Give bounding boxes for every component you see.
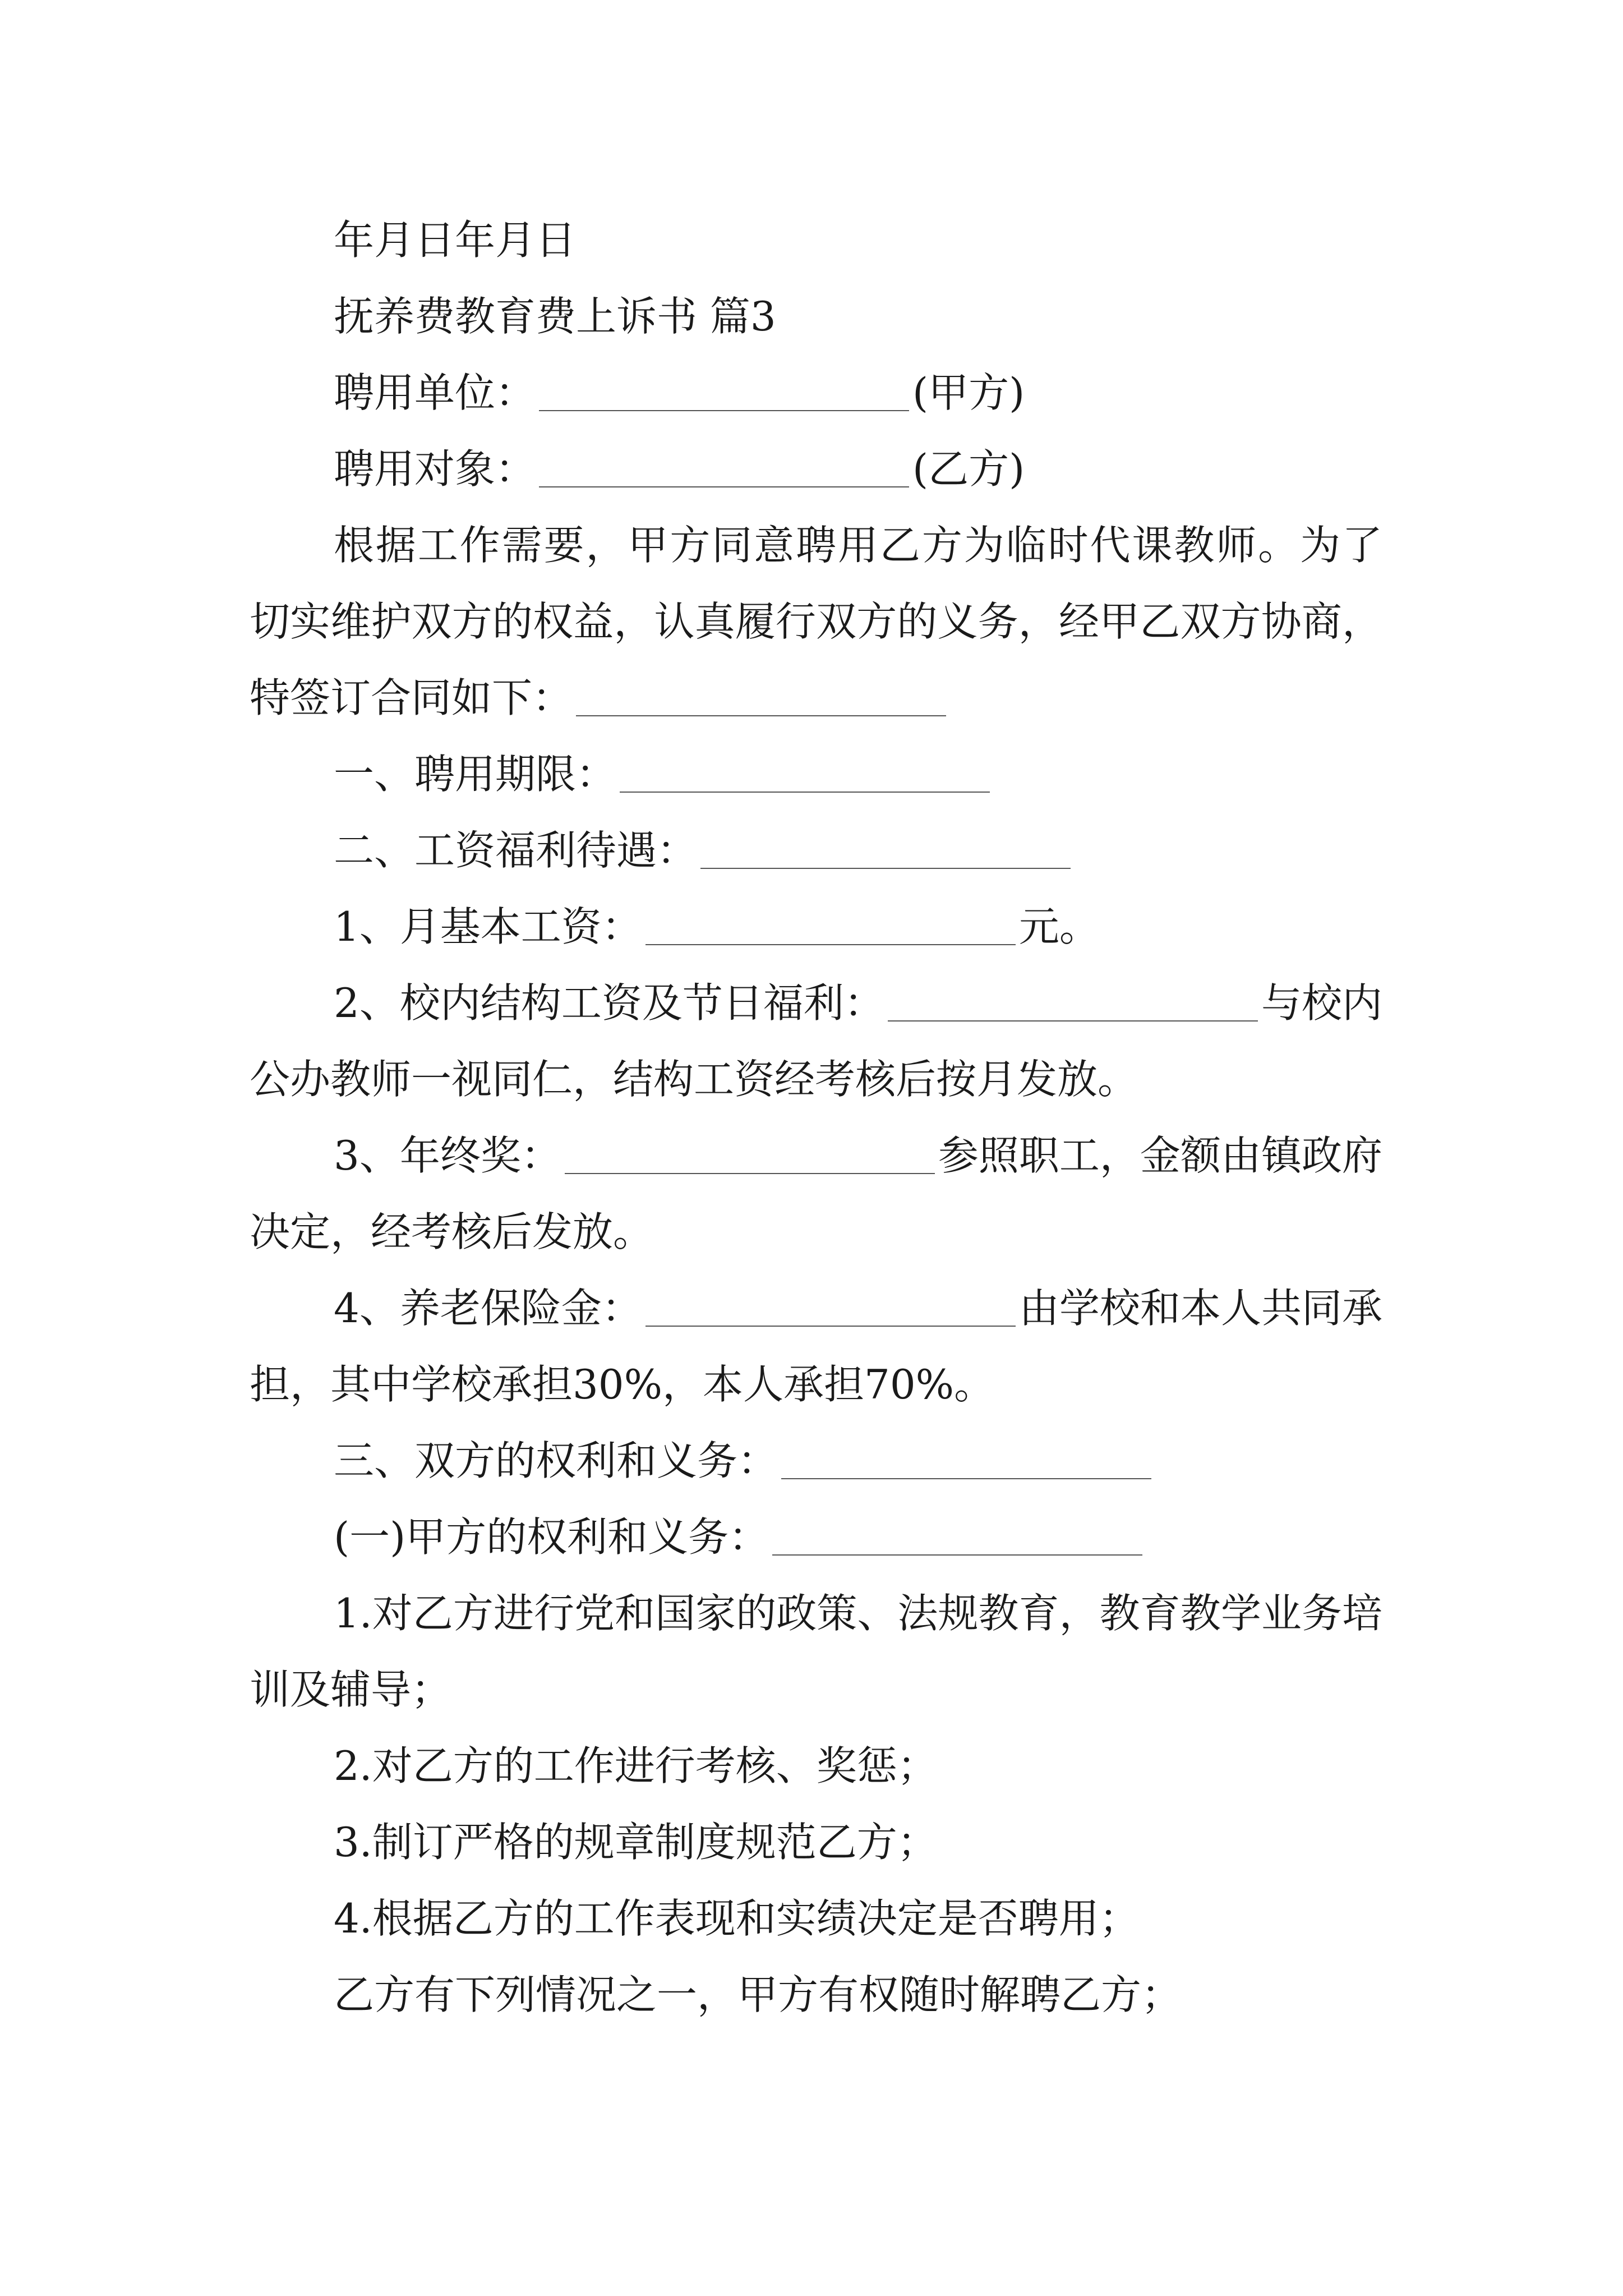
paragraph-rights-heading: 三、双方的权利和义务：	[250, 1423, 1382, 1499]
paragraph-employer: 聘用单位： (甲方)	[334, 369, 1025, 416]
paragraph-date-line: 年月日年月日	[334, 217, 577, 264]
paragraph-base-salary: 1、月基本工资： 元。	[334, 903, 1100, 950]
paragraph-year-end-bonus: 3、年终奖： 参照职工，金额由镇政府决定，经考核后发放。	[250, 1132, 1382, 1255]
blank-line	[576, 675, 946, 716]
blank-line	[772, 1514, 1142, 1556]
paragraph-item-3: 3.制订严格的规章制度规范乙方；	[334, 1819, 938, 1866]
paragraph-dismissal: 乙方有下列情况之一，甲方有权随时解聘乙方；	[334, 1971, 1182, 2018]
blank-line	[645, 904, 1016, 945]
blank-line	[539, 370, 909, 411]
blank-line	[645, 1285, 1016, 1327]
document-body	[250, 202, 1382, 2033]
paragraph-employee: 聘用对象： (乙方)	[334, 445, 1025, 493]
blank-line	[781, 1438, 1151, 1479]
paragraph-item-2: 2.对乙方的工作进行考核、奖惩；	[334, 1742, 938, 1789]
paragraph-intro: 根据工作需要，甲方同意聘用乙方为临时代课教师。为了切实维护双方的权益，认真履行双方的义务，经甲乙双方协商，特签订合同如下：	[250, 522, 1382, 721]
paragraph-item-4: 4.根据乙方的工作表现和实绩决定是否聘用；	[334, 1895, 1140, 1942]
blank-line	[620, 751, 990, 793]
blank-line	[539, 446, 909, 487]
blank-line	[565, 1133, 935, 1174]
paragraph-item-1: 1.对乙方进行党和国家的政策、法规教育，教育教学业务培训及辅导；	[250, 1590, 1382, 1713]
blank-line	[700, 827, 1071, 869]
blank-line	[888, 980, 1258, 1022]
paragraph-term: 一、聘用期限：	[250, 736, 1382, 812]
paragraph-party-a-rights: (一)甲方的权利和义务：	[250, 1499, 1382, 1575]
paragraph-salary-heading: 二、工资福利待遇：	[250, 812, 1382, 889]
paragraph-structural-salary: 2、校内结构工资及节日福利： 与校内公办教师一视同仁，结构工资经考核后按月发放。	[250, 979, 1382, 1103]
paragraph-title: 抚养费教育费上诉书 篇3	[334, 293, 776, 340]
paragraph-pension: 4、养老保险金： 由学校和本人共同承担，其中学校承担30%，本人承担70%。	[250, 1285, 1382, 1408]
